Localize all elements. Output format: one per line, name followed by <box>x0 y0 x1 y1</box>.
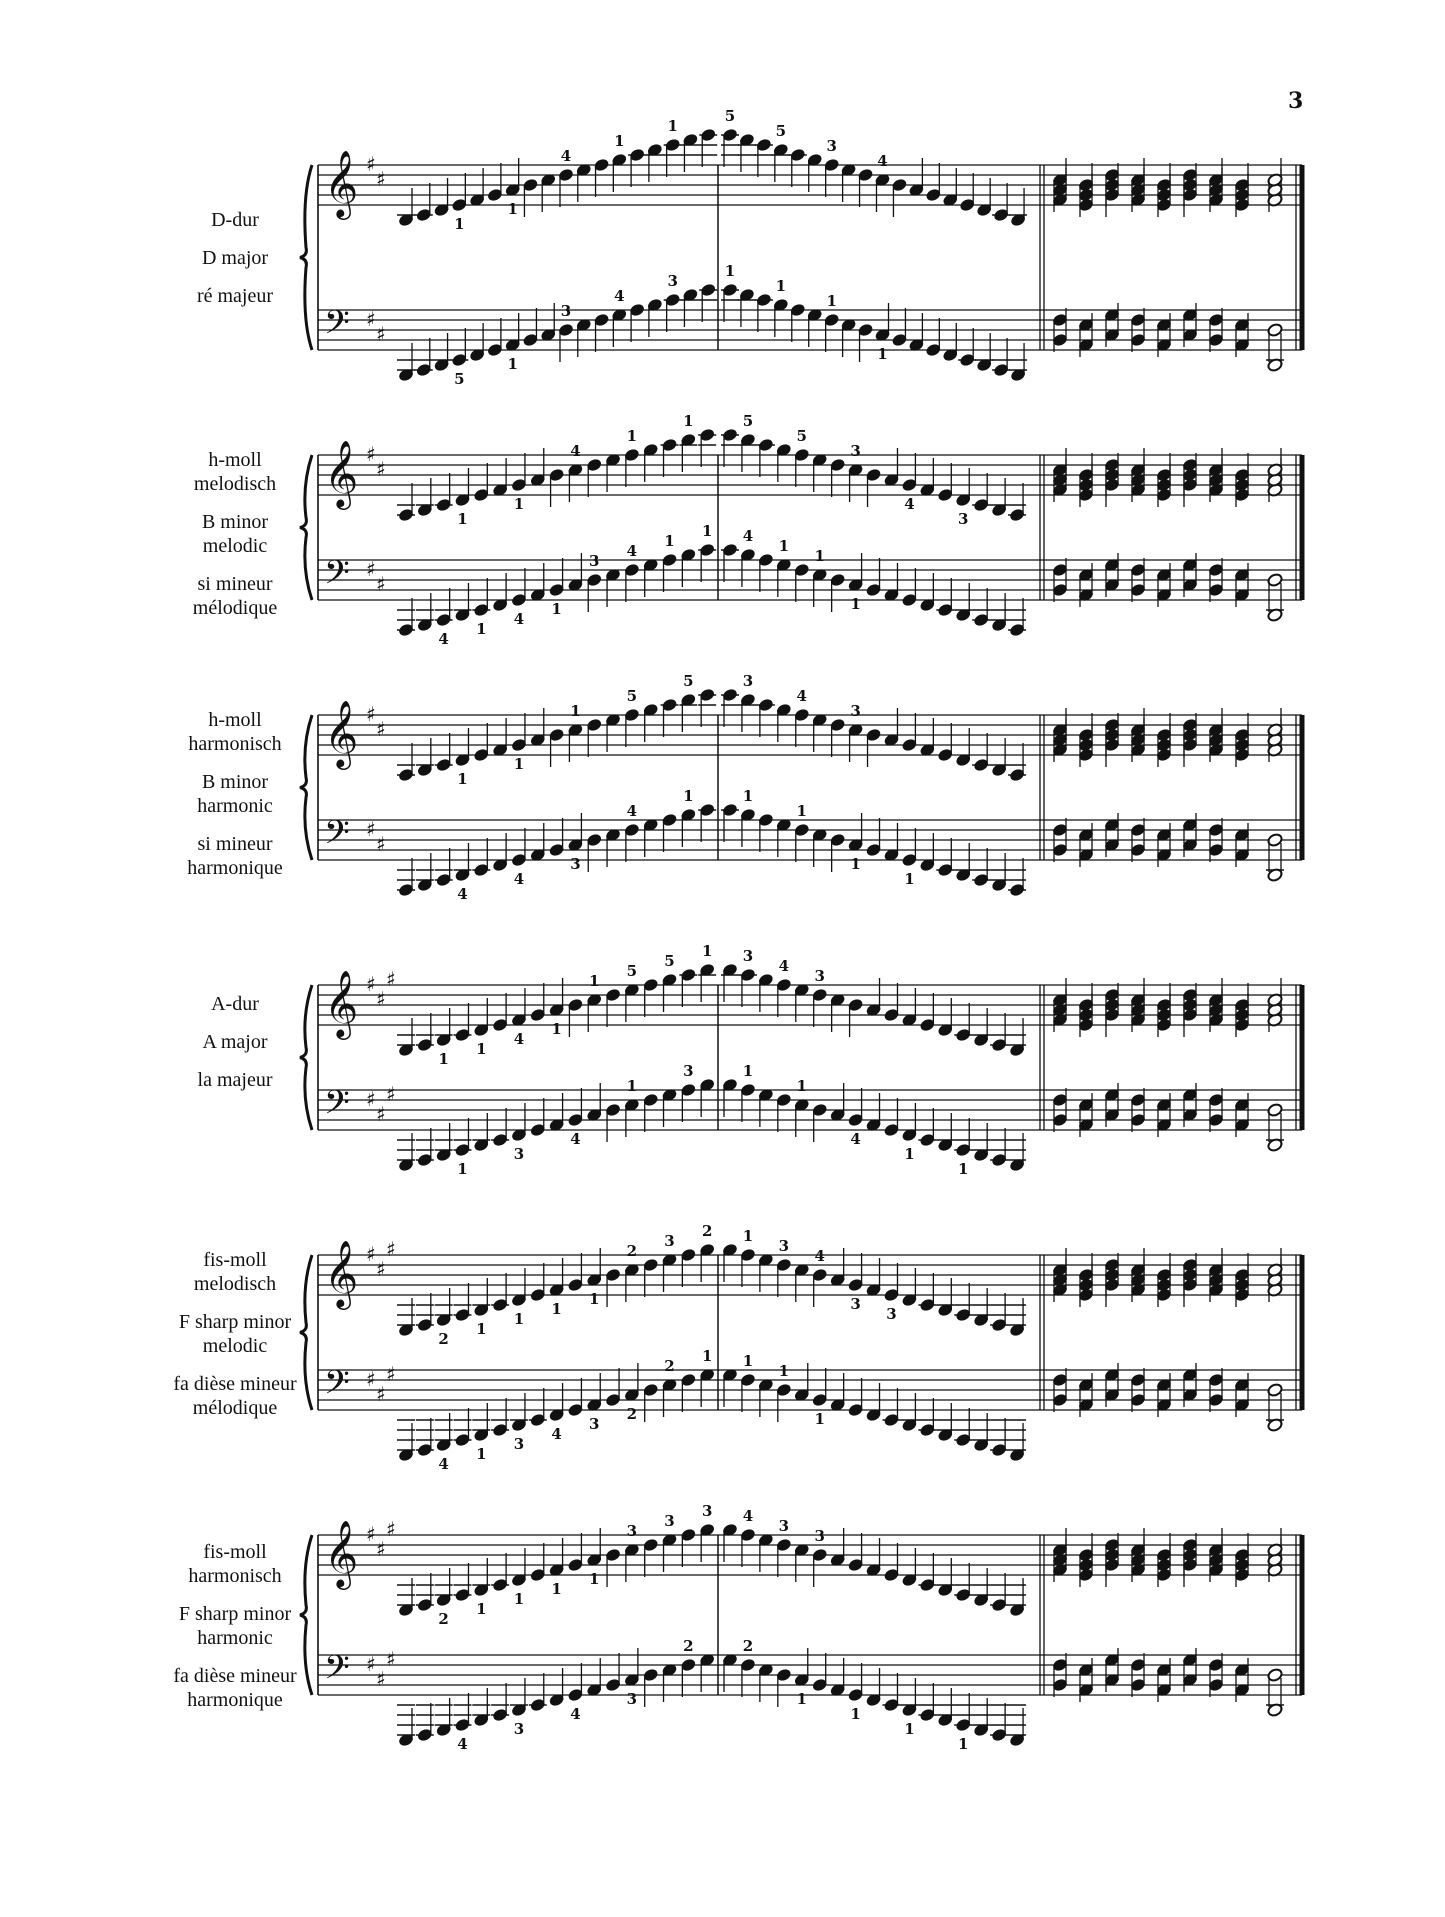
fingering-number: 3 <box>626 1522 638 1540</box>
scale-label-line: harmonic <box>197 795 273 817</box>
fingering-number: 5 <box>724 107 736 125</box>
fingering-number: 1 <box>476 620 487 638</box>
svg-text:♯: ♯ <box>366 152 376 176</box>
svg-text:♯: ♯ <box>366 1242 376 1266</box>
treble-clef-icon: 𝄞 <box>324 1239 359 1307</box>
fingering-number: 2 <box>664 1357 675 1375</box>
fingering-number: 4 <box>551 1425 562 1443</box>
fingering-number: 5 <box>626 687 638 705</box>
svg-text:♯: ♯ <box>366 307 376 331</box>
fingering-number: 1 <box>683 787 694 805</box>
fingering-number: 4 <box>457 1735 468 1753</box>
fingering-number: 1 <box>850 855 861 873</box>
page-number: 3 <box>1288 88 1304 114</box>
fingering-number: 3 <box>667 272 678 290</box>
fingering-number: 5 <box>796 427 807 445</box>
svg-text:♯: ♯ <box>366 1087 376 1111</box>
fingering-number: 3 <box>850 702 861 720</box>
fingering-number: 4 <box>877 152 888 170</box>
treble-clef-icon: 𝄞 <box>324 969 359 1037</box>
scale-label-line: si mineur <box>197 573 273 595</box>
fingering-number: 1 <box>778 1362 790 1380</box>
fingering-number: 1 <box>626 427 638 445</box>
fingering-number: 5 <box>775 122 787 140</box>
fingering-number: 1 <box>476 1320 487 1338</box>
scale-label-line: harmonic <box>197 1627 273 1649</box>
fingering-number: 1 <box>826 292 837 310</box>
fingering-number: 1 <box>904 1720 915 1738</box>
svg-text:♯: ♯ <box>366 1522 376 1546</box>
fingering-number: 1 <box>742 1062 754 1080</box>
fingering-number: 1 <box>877 345 888 363</box>
fingering-number: 1 <box>958 1735 969 1753</box>
fingering-number: 4 <box>742 527 754 545</box>
scale-label-line: B minor <box>201 771 269 793</box>
svg-text:♯: ♯ <box>376 322 386 346</box>
fingering-number: 3 <box>626 1690 638 1708</box>
fingering-number: 3 <box>664 1512 675 1530</box>
fingering-number: 4 <box>626 542 638 560</box>
fingering-number: 1 <box>457 770 468 788</box>
fingering-number: 3 <box>664 1232 675 1250</box>
fingering-number: 4 <box>796 687 807 705</box>
svg-text:♯: ♯ <box>366 702 376 726</box>
scale-label-line: melodisch <box>193 473 277 495</box>
svg-text:♯: ♯ <box>376 717 386 741</box>
svg-text:♯: ♯ <box>386 1237 396 1261</box>
bass-clef-icon: 𝄢 <box>324 814 350 860</box>
scale-label-line: h-moll <box>208 449 262 471</box>
fingering-number: 3 <box>958 510 969 528</box>
svg-text:♯: ♯ <box>376 1382 386 1406</box>
bass-clef-icon: 𝄢 <box>324 1649 350 1695</box>
scale-label-line: D-dur <box>211 209 259 231</box>
fingering-number: 4 <box>513 870 525 888</box>
scale-label-line: A major <box>202 1031 268 1053</box>
scale-label-line: harmonique <box>187 1689 283 1711</box>
fingering-number: 2 <box>626 1242 638 1260</box>
fingering-number: 1 <box>513 1310 525 1328</box>
fingering-number: 5 <box>683 672 694 690</box>
fingering-number: 2 <box>742 1637 754 1655</box>
fingering-number: 1 <box>778 537 790 555</box>
fingering-number: 1 <box>551 1300 562 1318</box>
fingering-number: 1 <box>814 1410 825 1428</box>
fingering-number: 1 <box>457 1160 468 1178</box>
fingering-number: 1 <box>724 262 736 280</box>
fingering-number: 4 <box>742 1507 754 1525</box>
fingering-number: 1 <box>775 277 787 295</box>
fingering-number: 5 <box>742 412 754 430</box>
scale-label-line: fa dièse mineur <box>173 1373 297 1395</box>
scale-label-line: fis-moll <box>203 1249 267 1271</box>
fingering-number: 4 <box>570 442 581 460</box>
fingering-number: 1 <box>551 600 562 618</box>
fingering-number: 1 <box>507 355 518 373</box>
fingering-number: 3 <box>814 1527 825 1545</box>
scale-label-line: D major <box>201 247 269 269</box>
fingering-number: 3 <box>742 947 754 965</box>
fingering-number: 3 <box>513 1435 525 1453</box>
fingering-number: 3 <box>513 1720 525 1738</box>
fingering-number: 4 <box>614 287 625 305</box>
fingering-number: 1 <box>589 1290 600 1308</box>
fingering-number: 3 <box>589 552 600 570</box>
scale-label-line: la majeur <box>197 1069 273 1091</box>
fingering-number: 1 <box>626 1077 638 1095</box>
fingering-number: 1 <box>683 412 694 430</box>
svg-text:♯: ♯ <box>386 1082 396 1106</box>
fingering-number: 1 <box>457 510 468 528</box>
fingering-number: 4 <box>457 885 468 903</box>
treble-clef-icon: 𝄞 <box>324 1519 359 1587</box>
svg-text:♯: ♯ <box>376 1257 386 1281</box>
svg-text:♯: ♯ <box>376 1537 386 1561</box>
treble-clef-icon: 𝄞 <box>324 439 359 507</box>
scale-label-line: si mineur <box>197 833 273 855</box>
scale-label-line: F sharp minor <box>178 1603 292 1625</box>
fingering-number: 1 <box>507 200 518 218</box>
fingering-number: 3 <box>850 1295 861 1313</box>
svg-text:♯: ♯ <box>386 1362 396 1386</box>
bass-clef-icon: 𝄢 <box>324 554 350 600</box>
fingering-number: 1 <box>796 1077 807 1095</box>
fingering-number: 1 <box>551 1020 562 1038</box>
fingering-number: 1 <box>814 547 825 565</box>
fingering-number: 4 <box>560 147 572 165</box>
fingering-number: 1 <box>742 1227 754 1245</box>
fingering-number: 5 <box>626 962 638 980</box>
fingering-number: 5 <box>454 370 465 388</box>
fingering-number: 3 <box>814 967 825 985</box>
svg-text:♯: ♯ <box>366 817 376 841</box>
svg-text:♯: ♯ <box>376 457 386 481</box>
fingering-number: 1 <box>476 1040 487 1058</box>
fingering-number: 1 <box>551 1580 562 1598</box>
fingering-number: 1 <box>664 532 675 550</box>
fingering-number: 4 <box>626 802 638 820</box>
fingering-number: 1 <box>796 1690 807 1708</box>
svg-text:♯: ♯ <box>376 832 386 856</box>
bass-clef-icon: 𝄢 <box>324 1364 350 1410</box>
fingering-number: 1 <box>742 787 754 805</box>
bass-clef-icon: 𝄢 <box>324 1084 350 1130</box>
svg-text:♯: ♯ <box>376 987 386 1011</box>
fingering-number: 1 <box>614 132 625 150</box>
fingering-number: 1 <box>589 972 600 990</box>
scale-label-line: mélodique <box>192 597 278 619</box>
fingering-number: 2 <box>683 1637 694 1655</box>
fingering-number: 4 <box>438 630 449 648</box>
fingering-number: 1 <box>701 942 713 960</box>
fingering-number: 2 <box>438 1330 449 1348</box>
fingering-number: 1 <box>667 117 678 135</box>
fingering-number: 1 <box>476 1600 487 1618</box>
scale-label-line: harmonisch <box>188 1565 282 1587</box>
scale-label-line: harmonisch <box>188 733 282 755</box>
scale-label-line: ré majeur <box>196 285 274 307</box>
scale-label-line: fis-moll <box>203 1541 267 1563</box>
fingering-number: 1 <box>850 595 861 613</box>
fingering-number: 4 <box>438 1455 449 1473</box>
svg-text:♯: ♯ <box>386 1647 396 1671</box>
fingering-number: 4 <box>850 1130 861 1148</box>
fingering-number: 3 <box>886 1305 897 1323</box>
fingering-number: 2 <box>701 1222 713 1240</box>
svg-text:♯: ♯ <box>386 967 396 991</box>
fingering-number: 3 <box>850 442 861 460</box>
fingering-number: 3 <box>742 672 754 690</box>
fingering-number: 4 <box>570 1705 581 1723</box>
bass-clef-icon: 𝄢 <box>324 304 350 350</box>
scale-label-line: F sharp minor <box>178 1311 292 1333</box>
fingering-number: 4 <box>778 957 790 975</box>
fingering-number: 1 <box>958 1160 969 1178</box>
fingering-number: 1 <box>850 1705 861 1723</box>
fingering-number: 3 <box>589 1415 600 1433</box>
fingering-number: 4 <box>814 1247 825 1265</box>
fingering-number: 3 <box>513 1145 525 1163</box>
svg-text:♯: ♯ <box>376 167 386 191</box>
fingering-number: 1 <box>742 1352 754 1370</box>
fingering-number: 1 <box>796 802 807 820</box>
svg-text:♯: ♯ <box>376 1667 386 1691</box>
brace-icon <box>300 1535 312 1695</box>
svg-text:♯: ♯ <box>376 572 386 596</box>
scale-label-line: melodisch <box>193 1273 277 1295</box>
fingering-number: 1 <box>513 495 525 513</box>
fingering-number: 3 <box>826 137 837 155</box>
svg-text:♯: ♯ <box>366 442 376 466</box>
fingering-number: 2 <box>438 1610 449 1628</box>
fingering-number: 1 <box>701 1347 713 1365</box>
fingering-number: 1 <box>589 1570 600 1588</box>
scale-label-line: melodic <box>202 1335 268 1357</box>
fingering-number: 1 <box>513 1590 525 1608</box>
scale-label-line: A-dur <box>211 993 259 1015</box>
fingering-number: 1 <box>438 1050 449 1068</box>
scale-label-line: mélodique <box>192 1397 278 1419</box>
svg-text:♯: ♯ <box>366 1367 376 1391</box>
treble-clef-icon: 𝄞 <box>324 149 359 217</box>
fingering-number: 3 <box>560 302 572 320</box>
scale-label-line: fa dièse mineur <box>173 1665 297 1687</box>
svg-text:♯: ♯ <box>366 972 376 996</box>
fingering-number: 3 <box>778 1237 790 1255</box>
scale-label-line: harmonique <box>187 857 283 879</box>
fingering-number: 1 <box>454 215 465 233</box>
fingering-number: 1 <box>513 755 525 773</box>
fingering-number: 3 <box>683 1062 694 1080</box>
svg-text:♯: ♯ <box>366 1652 376 1676</box>
fingering-number: 4 <box>513 1030 525 1048</box>
fingering-number: 4 <box>513 610 525 628</box>
fingering-number: 2 <box>626 1405 638 1423</box>
fingering-number: 1 <box>904 870 915 888</box>
fingering-number: 5 <box>664 952 675 970</box>
fingering-number: 1 <box>701 522 713 540</box>
fingering-number: 3 <box>701 1502 713 1520</box>
scale-label-line: melodic <box>202 535 268 557</box>
svg-text:♯: ♯ <box>376 1102 386 1126</box>
treble-clef-icon: 𝄞 <box>324 699 359 767</box>
fingering-number: 1 <box>904 1145 915 1163</box>
svg-text:♯: ♯ <box>366 557 376 581</box>
svg-text:♯: ♯ <box>386 1517 396 1541</box>
fingering-number: 1 <box>476 1445 487 1463</box>
scale-label-line: h-moll <box>208 709 262 731</box>
scale-label-line: B minor <box>201 511 269 533</box>
fingering-number: 3 <box>778 1517 790 1535</box>
fingering-number: 1 <box>570 702 581 720</box>
fingering-number: 4 <box>904 495 915 513</box>
fingering-number: 4 <box>570 1130 581 1148</box>
fingering-number: 3 <box>570 855 581 873</box>
